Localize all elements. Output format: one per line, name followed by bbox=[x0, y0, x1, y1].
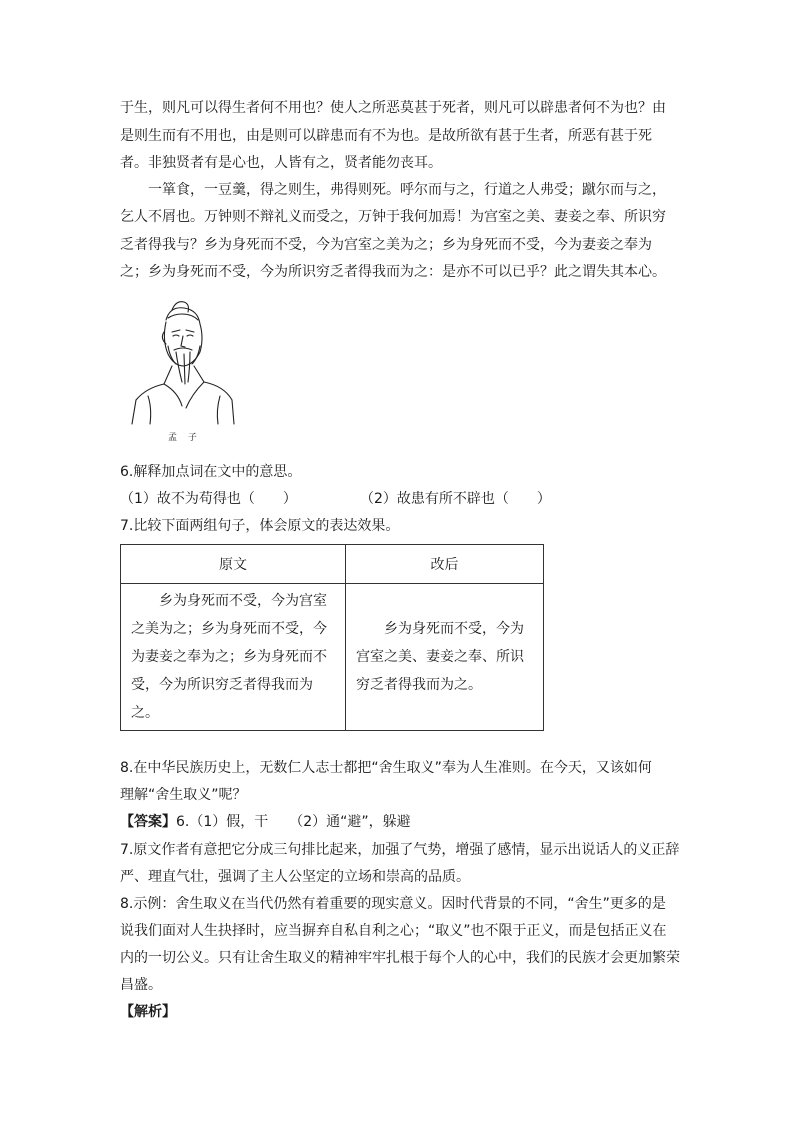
mencius-portrait bbox=[128, 296, 236, 428]
passage-line: 于生，则凡可以得生者何不用也？使人之所恶莫甚于死者，则凡可以辟患者何不为也？由 bbox=[120, 100, 666, 116]
passage-line: 乞人不屑也。万钟则不辩礼义而受之，万钟于我何加焉！为宫室之美、妻妾之奉、所识穷 bbox=[120, 209, 666, 225]
cell-revised bbox=[346, 584, 544, 731]
answer-7-line: 严、理直气壮，强调了主人公坚定的立场和崇高的品质。 bbox=[120, 869, 470, 885]
cell-original bbox=[121, 584, 346, 731]
answer-7-line: 7.原文作者有意把它分成三句排比起来，加强了气势，增强了感情，显示出说话人的义正辞 bbox=[120, 842, 680, 858]
answer-8-line: 说我们面对人生抉择时，应当摒弃自私自利之心；“取义”也不限于正义，而是包括正义在 bbox=[120, 923, 667, 939]
answer-8-line: 8.示例：舍生取义在当代仍然有着重要的现实意义。因时代背景的不同，“舍生”更多的是 bbox=[120, 896, 666, 912]
passage-line: 者。非独贤者有是心也，人皆有之，贤者能勿丧耳。 bbox=[120, 155, 442, 171]
passage-line: 乏者得我与？乡为身死而不受，今为宫室之美为之；乡为身死而不受，今为妻妾之奉为 bbox=[120, 237, 652, 253]
question-8-line: 理解“舍生取义”呢？ bbox=[120, 787, 247, 803]
header-revised: 改后 bbox=[346, 545, 544, 584]
original-text: 乡为身死而不受，今为宫室之美为之；乡为身死而不受，今为妻妾之奉为之；乡为身死而不受，今为所识穷乏者得我而为之。 bbox=[131, 593, 327, 721]
question-8-line: 8.在中华民族历史上，无数仁人志士都把“舍生取义”奉为人生准则。在今天，又该如何 bbox=[120, 760, 652, 776]
passage-line: 一箪食，一豆羹，得之则生，弗得则死。呼尔而与之，行道之人弗受；蹴尔而与之， bbox=[120, 182, 666, 198]
analysis-tag: 【解析】 bbox=[120, 1004, 176, 1020]
header-original: 原文 bbox=[121, 545, 346, 584]
portrait-caption: 孟 子 bbox=[168, 433, 201, 443]
answer-8-line: 内的一切公义。只有让舍生取义的精神牢牢扎根于每个人的心中，我们的民族才会更加繁荣 bbox=[120, 950, 680, 966]
comparison-table bbox=[120, 544, 544, 731]
answer-6-text: 6.（1）假，干 （2）通“避”，躲避 bbox=[176, 814, 411, 830]
question-7: 7.比较下面两组句子，体会原文的表达效果。 bbox=[120, 518, 400, 534]
answer-6-line bbox=[120, 812, 411, 832]
answer-8-line: 昌盛。 bbox=[120, 977, 162, 993]
question-6: 6.解释加点词在文中的意思。 bbox=[120, 464, 302, 480]
question-6-sub1: （1）故不为苟得也（ ） bbox=[120, 491, 297, 507]
answer-tag: 【答案】 bbox=[120, 814, 176, 830]
passage-line: 之；乡为身死而不受，今为所识穷乏者得我而为之：是亦不可以已乎？此之谓失其本心。 bbox=[120, 264, 666, 280]
revised-text: 乡为身死而不受，今为宫室之美、妻妾之奉、所识穷乏者得我而为之。 bbox=[356, 621, 524, 693]
passage-line: 是则生而有不用也，由是则可以辟患而有不为也。是故所欲有甚于生者，所恶有甚于死 bbox=[120, 128, 652, 144]
question-6-sub2: （2）故患有所不辟也（ ） bbox=[360, 491, 551, 507]
